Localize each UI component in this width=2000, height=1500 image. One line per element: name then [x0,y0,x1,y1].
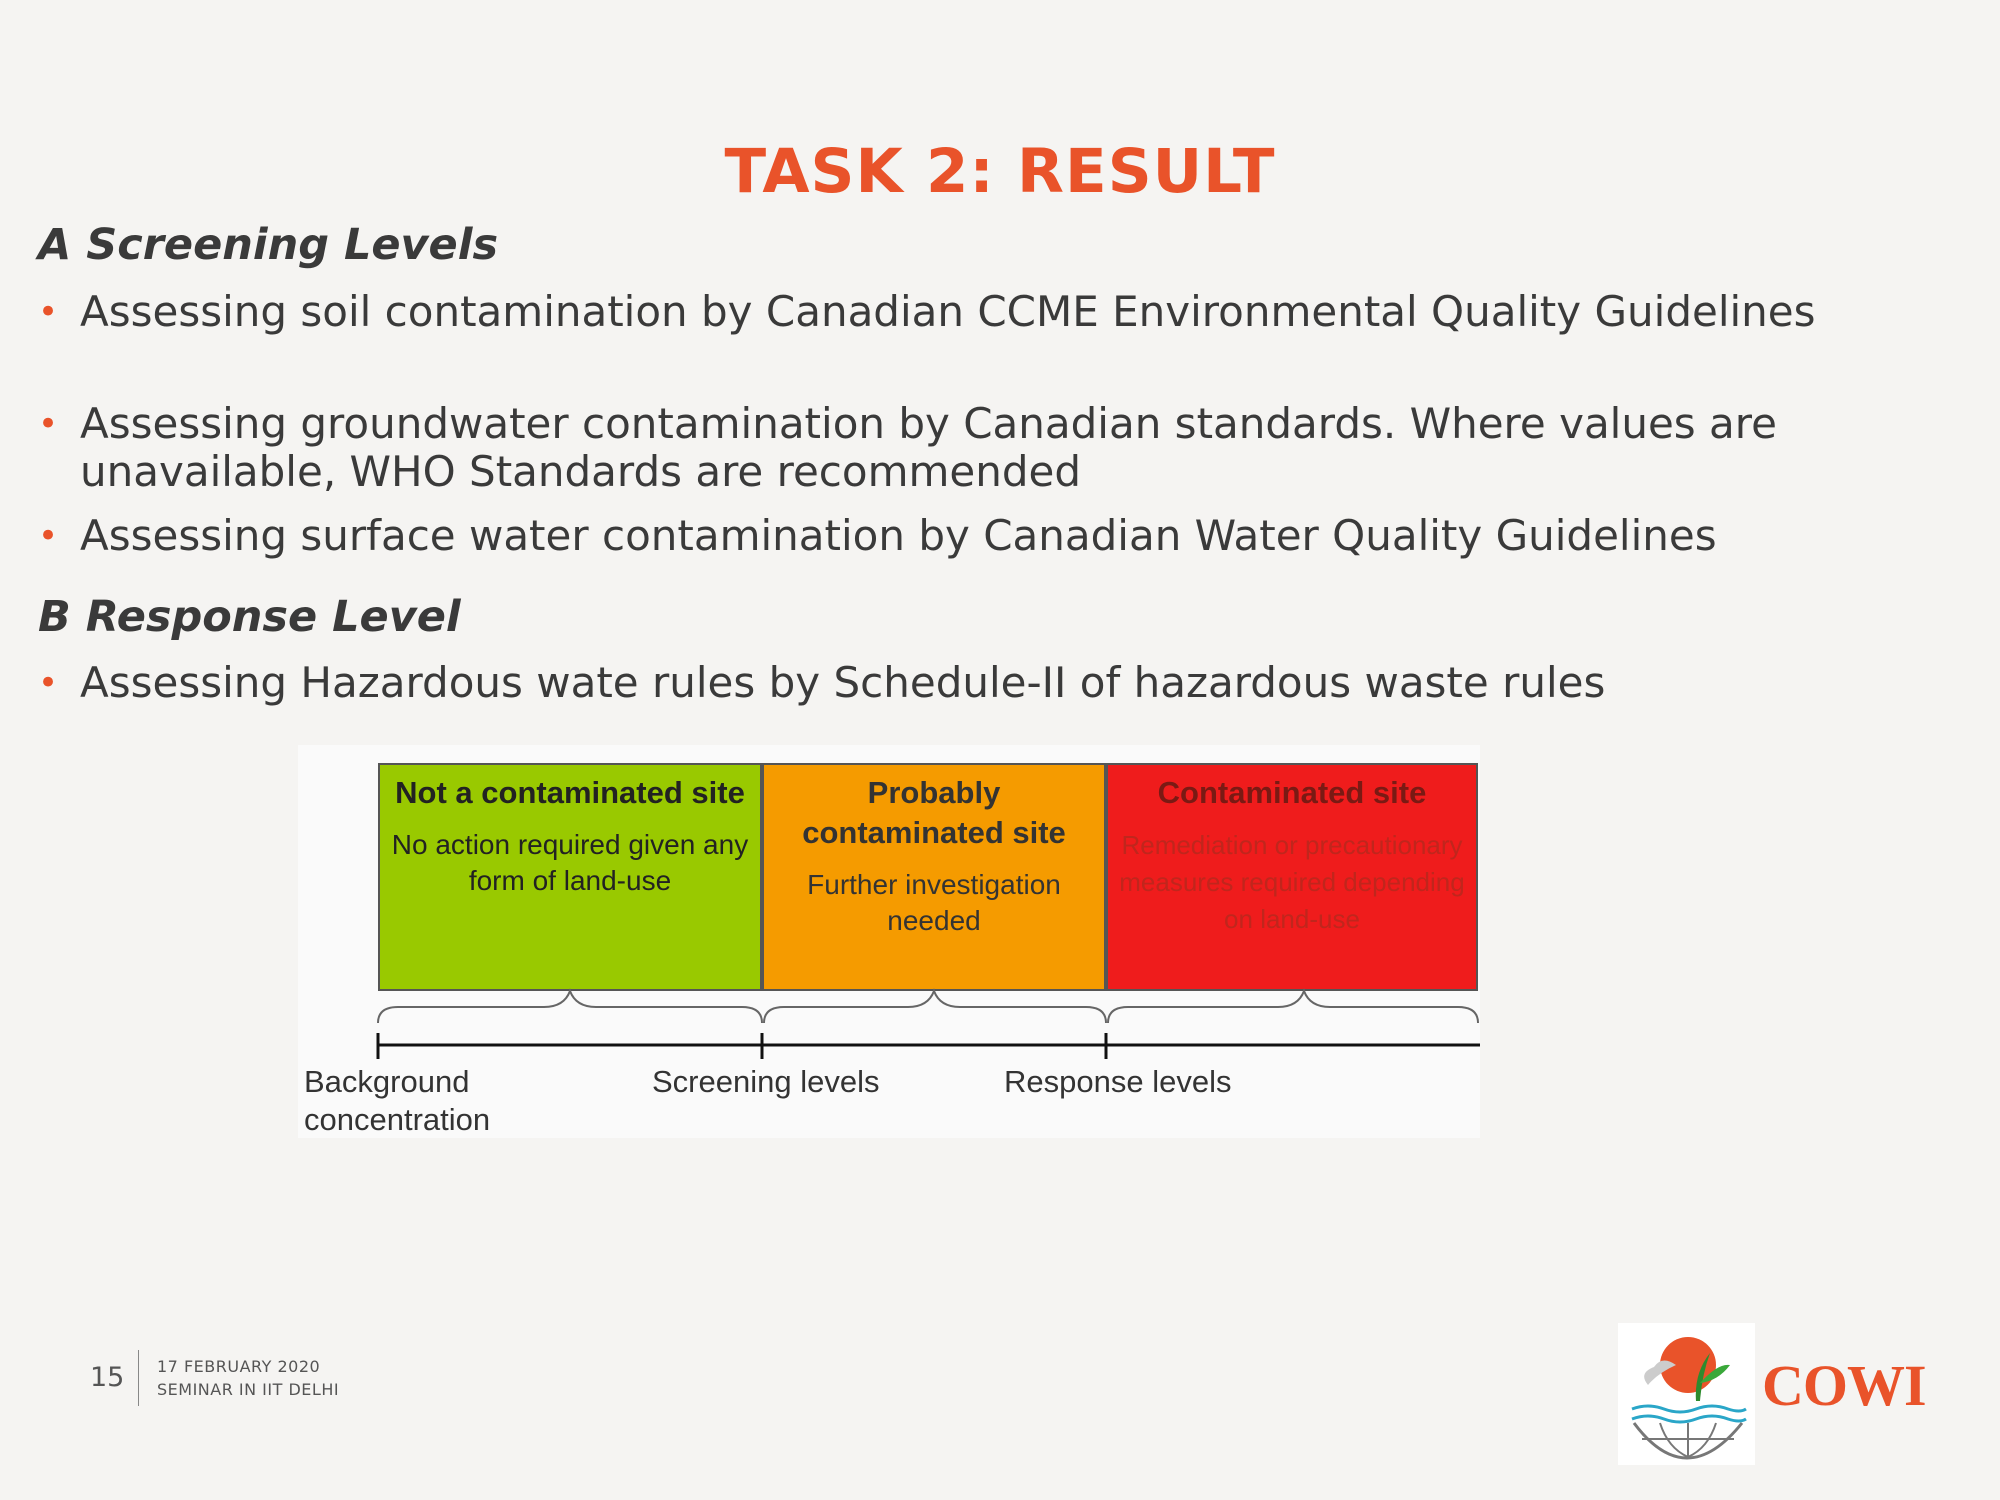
box-heading: Probably contaminated site [802,775,1066,850]
section-b-heading: B Response Level [38,592,461,642]
brace-green [378,991,762,1023]
bullet-dot-icon: • [38,663,59,703]
bullet-text: Assessing Hazardous wate rules by Schedule-II of hazardous waste rules [80,658,1606,707]
box-description: Further investigation needed [807,869,1061,936]
label-background: Background concentration [304,1064,491,1137]
label-screening: Screening levels [652,1064,880,1099]
contamination-levels-figure [298,745,1480,1138]
bullet-dot-icon: • [38,404,59,444]
emblem-logo [1618,1323,1755,1465]
page-number: 15 [90,1362,125,1393]
brace-orange [764,991,1106,1023]
cowi-logo-text: COWI [1762,1353,1926,1418]
bullet-text: Assessing surface water contamination by Canadian Water Quality Guidelines [80,511,1717,560]
globe-icon [1618,1323,1755,1465]
bullet-text: Assessing groundwater contamination by Canadian standards. Where values are unavailable, WHO Standards are recommended [80,399,1777,496]
box-heading: Contaminated site [1157,775,1427,810]
bullet-item [38,288,1918,336]
bullet-text: Assessing soil contamination by Canadian CCME Environmental Quality Guidelines [80,287,1816,336]
box-heading: Not a contaminated site [395,775,745,810]
box-description: No action required given any form of land-use [391,829,749,896]
slide-title: TASK 2: RESULT [724,136,1276,207]
bullet-dot-icon: • [38,516,59,556]
section-a-heading: A Screening Levels [38,220,499,270]
bullet-item [38,400,1918,496]
footer-divider [138,1350,139,1406]
footer-event: SEMINAR IN IIT DELHI [157,1380,340,1399]
footer-date: 17 FEBRUARY 2020 [157,1357,321,1376]
brace-red [1108,991,1478,1023]
bullet-item [38,512,1918,560]
box-description: Remediation or precautionary measures required depending on land-use [1119,830,1465,934]
label-response: Response levels [1004,1064,1232,1099]
bullet-dot-icon: • [38,292,59,332]
bullet-item [38,659,1918,707]
